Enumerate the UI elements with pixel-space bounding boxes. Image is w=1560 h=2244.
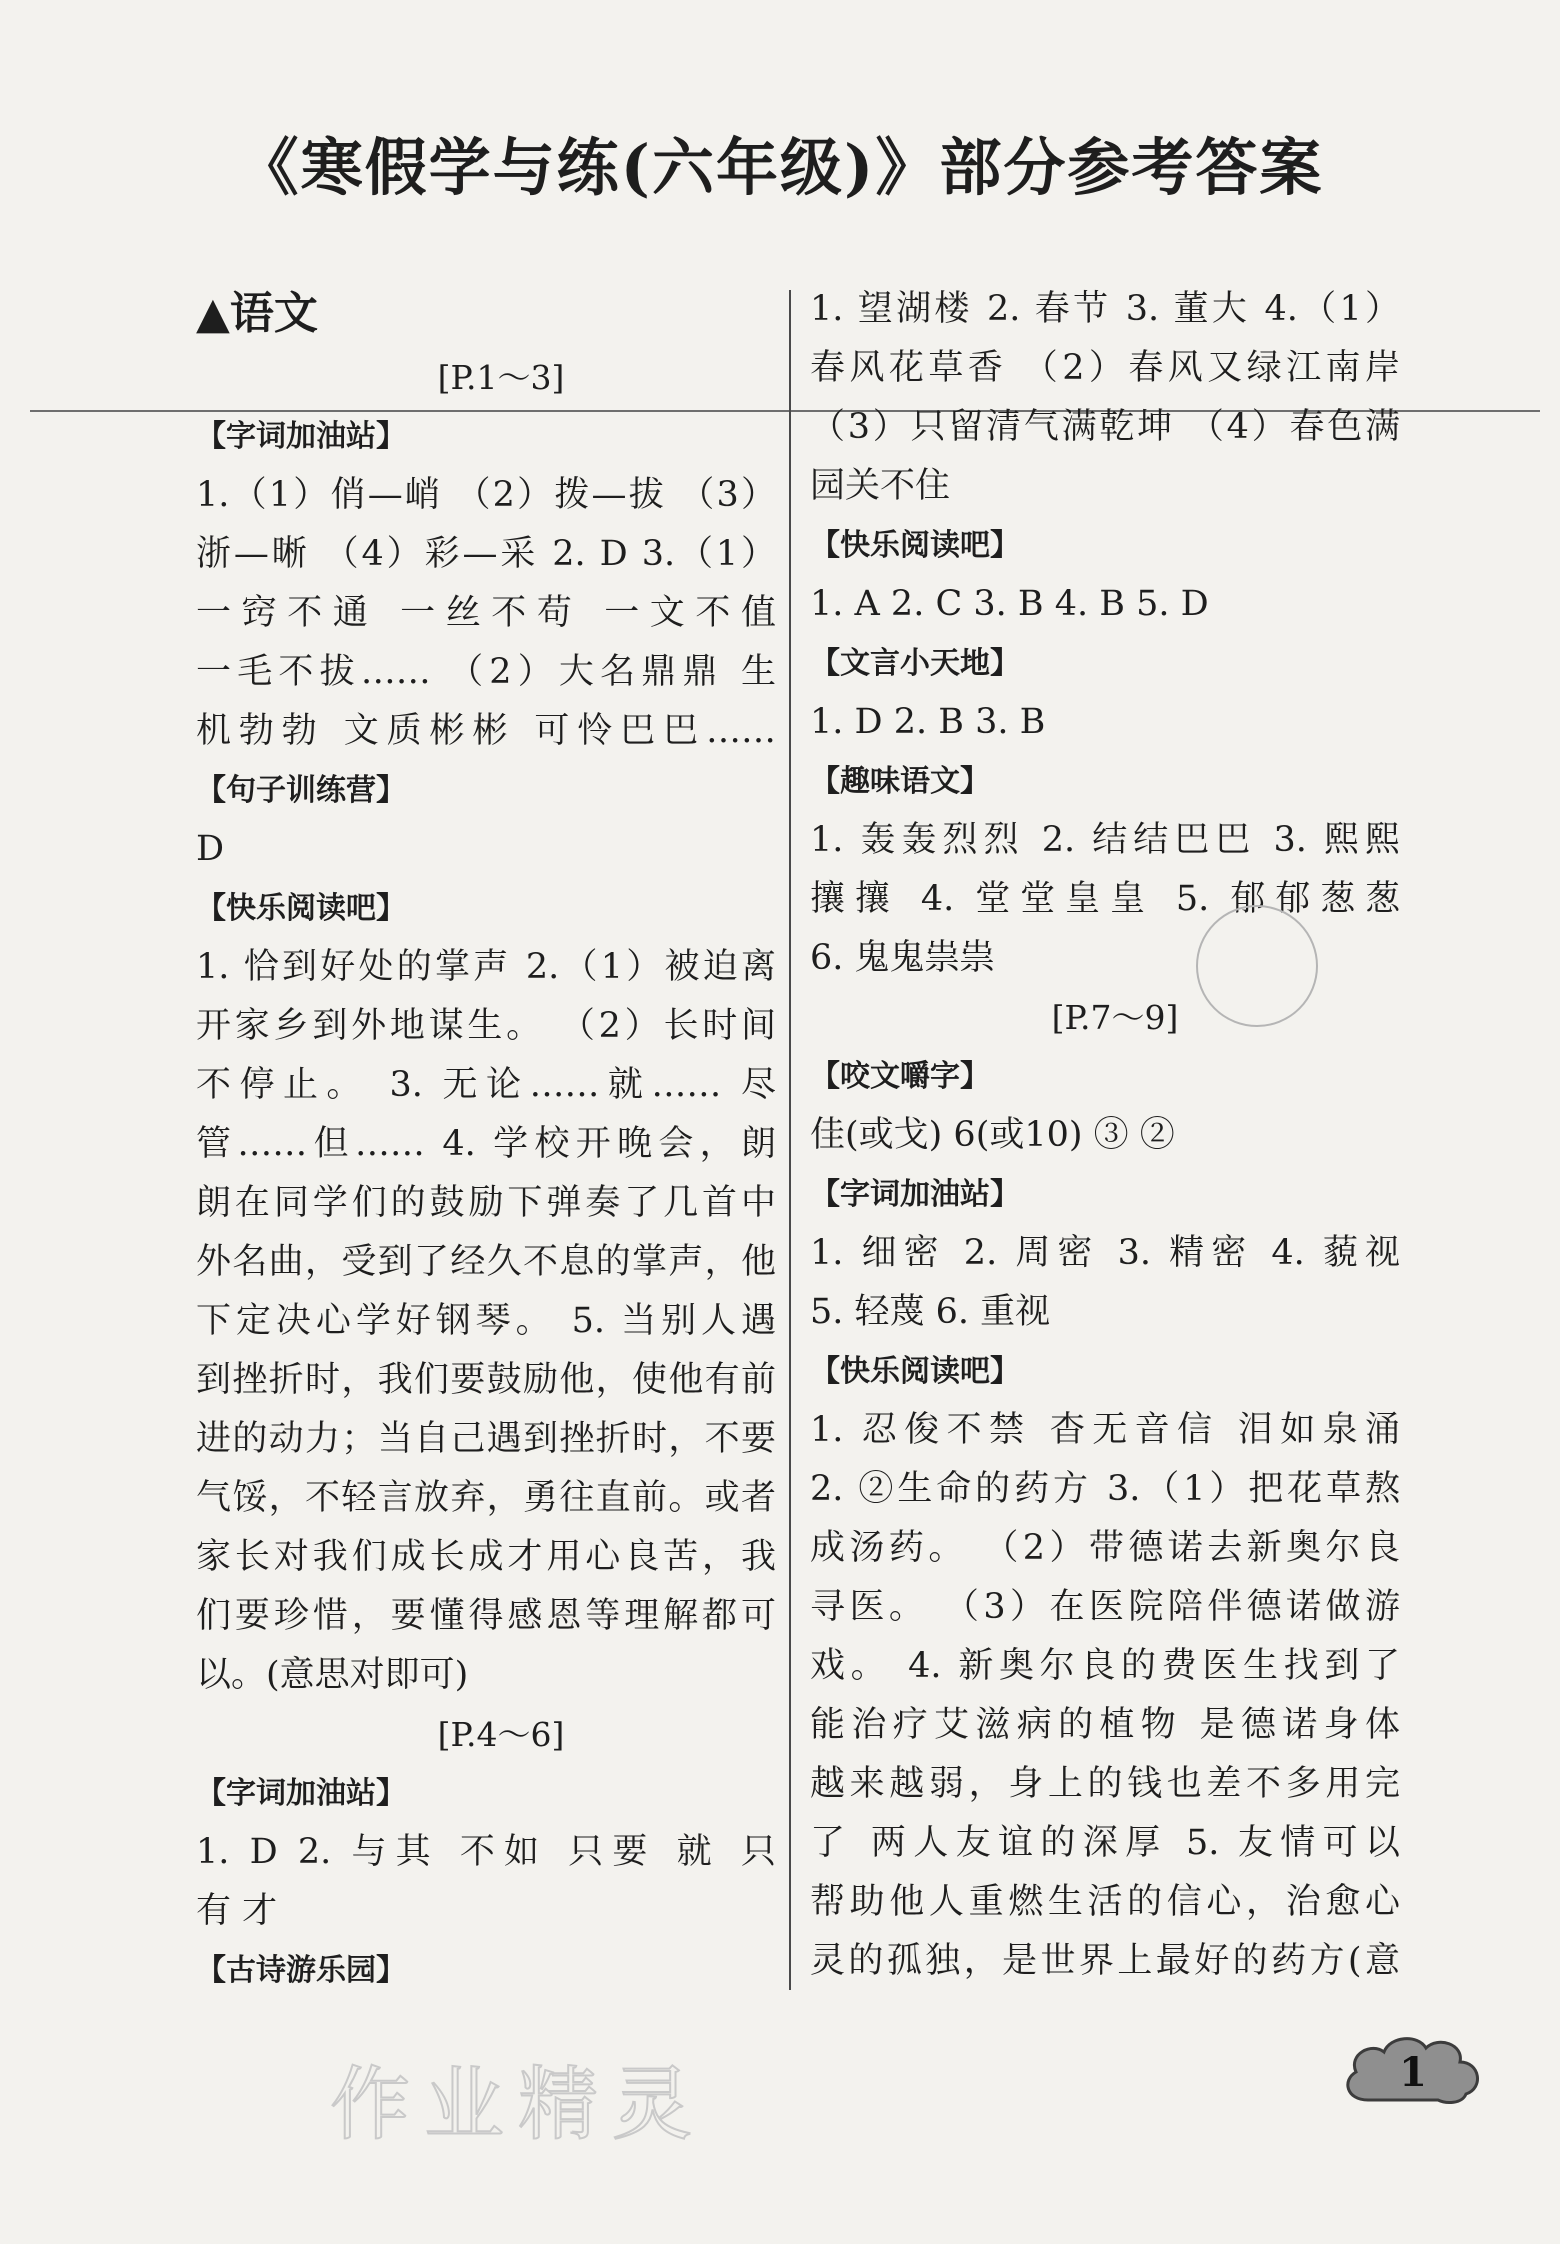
answer-line: 园关不住 (810, 466, 951, 506)
answer-line: 能治疗艾滋病的植物 是德诺身体 (810, 1705, 1400, 1745)
answer-line: 下定决心学好钢琴。 5. 当别人遇 (196, 1301, 776, 1341)
answer-line: 家长对我们成长成才用心良苦，我 (196, 1537, 776, 1577)
section-heading: 【快乐阅读吧】 (810, 528, 1020, 563)
answer-line: 朗在同学们的鼓励下弹奏了几首中 (196, 1183, 776, 1223)
answer-line: 1. 轰轰烈烈 2. 结结巴巴 3. 熙熙 (810, 820, 1400, 860)
section-heading: 【快乐阅读吧】 (196, 891, 406, 926)
right-column (810, 280, 1400, 1991)
answer-line: 越来越弱，身上的钱也差不多用完 (810, 1764, 1400, 1804)
answer-line: 机勃勃 文质彬彬 可怜巴巴…… (196, 711, 776, 751)
page-range: [P.4～6] (437, 1715, 565, 1754)
column-divider (789, 290, 791, 1990)
section-heading: 【字词加油站】 (196, 1776, 406, 1811)
answer-line: 攘攘 4. 堂堂皇皇 5. 郁郁葱葱 (810, 879, 1400, 919)
answer-line: 1. D 2. B 3. B (810, 702, 1046, 742)
left-column (196, 280, 776, 2000)
answer-line: 2. ②生命的药方 3.（1）把花草熬 (810, 1469, 1400, 1509)
page-range: [P.1～3] (437, 358, 565, 397)
answer-line: 一毛不拔…… （2）大名鼎鼎 生 (196, 652, 776, 692)
answer-line: 1. A 2. C 3. B 4. B 5. D (810, 584, 1209, 624)
answer-line: D (196, 829, 225, 869)
answer-line: 进的动力；当自己遇到挫折时，不要 (196, 1419, 776, 1459)
answer-line: 以。(意思对即可) (196, 1655, 469, 1695)
watermark: 作业精灵 (330, 2058, 706, 2151)
answer-line: 帮助他人重燃生活的信心，治愈心 (810, 1882, 1400, 1922)
page-number-badge (1338, 2030, 1488, 2112)
answer-line: 1.（1）俏—峭 （2）拨—拔 （3） (196, 475, 776, 515)
answer-line: 有 才 (196, 1891, 278, 1931)
answer-line: 气馁，不轻言放弃，勇往直前。或者 (196, 1478, 776, 1518)
section-heading: 【字词加油站】 (810, 1177, 1020, 1212)
answer-line: 1. 望湖楼 2. 春节 3. 董大 4.（1） (810, 289, 1400, 329)
page-number: 1 (1399, 2049, 1427, 2096)
page-title: 《寒假学与练(六年级)》部分参考答案 (236, 131, 1324, 204)
answer-line: 浙—晰 （4）彩—采 2. D 3.（1） (196, 534, 776, 574)
answer-line: 不停止。 3. 无论……就…… 尽 (196, 1065, 776, 1105)
cloud-icon (1338, 2030, 1488, 2112)
section-heading: 【句子训练营】 (196, 773, 406, 808)
answer-line: 外名曲，受到了经久不息的掌声，他 (196, 1242, 776, 1282)
section-heading: 【快乐阅读吧】 (810, 1354, 1020, 1389)
answer-line: 一窍不通 一丝不苟 一文不值 (196, 593, 776, 633)
answer-line: 管……但…… 4. 学校开晚会，朗 (196, 1124, 776, 1164)
answer-line: 1. 忍俊不禁 杳无音信 泪如泉涌 (810, 1410, 1400, 1450)
subject-heading: ▲语文 (196, 288, 318, 339)
answer-line: 成汤药。 （2）带德诺去新奥尔良 (810, 1528, 1400, 1568)
answer-line: 到挫折时，我们要鼓励他，使他有前 (196, 1360, 776, 1400)
section-heading: 【咬文嚼字】 (810, 1059, 990, 1094)
section-heading: 【文言小天地】 (810, 646, 1020, 681)
answer-line: 6. 鬼鬼祟祟 (810, 938, 995, 978)
answer-line: 1. 细密 2. 周密 3. 精密 4. 藐视 (810, 1233, 1400, 1273)
answer-line: 1. 恰到好处的掌声 2.（1）被迫离 (196, 947, 776, 987)
answer-line: 5. 轻蔑 6. 重视 (810, 1292, 1051, 1332)
section-heading: 【字词加油站】 (196, 419, 406, 454)
section-heading: 【趣味语文】 (810, 764, 990, 799)
answer-line: 戏。 4. 新奥尔良的费医生找到了 (810, 1646, 1400, 1686)
section-heading: 【古诗游乐园】 (196, 1953, 406, 1988)
answer-line: 开家乡到外地谋生。 （2）长时间 (196, 1006, 776, 1046)
answer-line: 了 两人友谊的深厚 5. 友情可以 (810, 1823, 1400, 1863)
answer-line: 寻医。 （3）在医院陪伴德诺做游 (810, 1587, 1400, 1627)
answer-line: （3）只留清气满乾坤 （4）春色满 (810, 407, 1400, 447)
answer-line: 春风花草香 （2）春风又绿江南岸 (810, 348, 1400, 388)
watermark-stamp-icon (1196, 905, 1318, 1027)
answer-line: 1. D 2. 与其 不如 只要 就 只 (196, 1832, 776, 1872)
page-range: [P.7～9] (1051, 998, 1179, 1037)
answer-line: 们要珍惜，要懂得感恩等理解都可 (196, 1596, 776, 1636)
answer-line: 佳(或戈) 6(或10) ③ ② (810, 1115, 1175, 1155)
answer-line: 灵的孤独，是世界上最好的药方(意 (810, 1941, 1400, 1981)
